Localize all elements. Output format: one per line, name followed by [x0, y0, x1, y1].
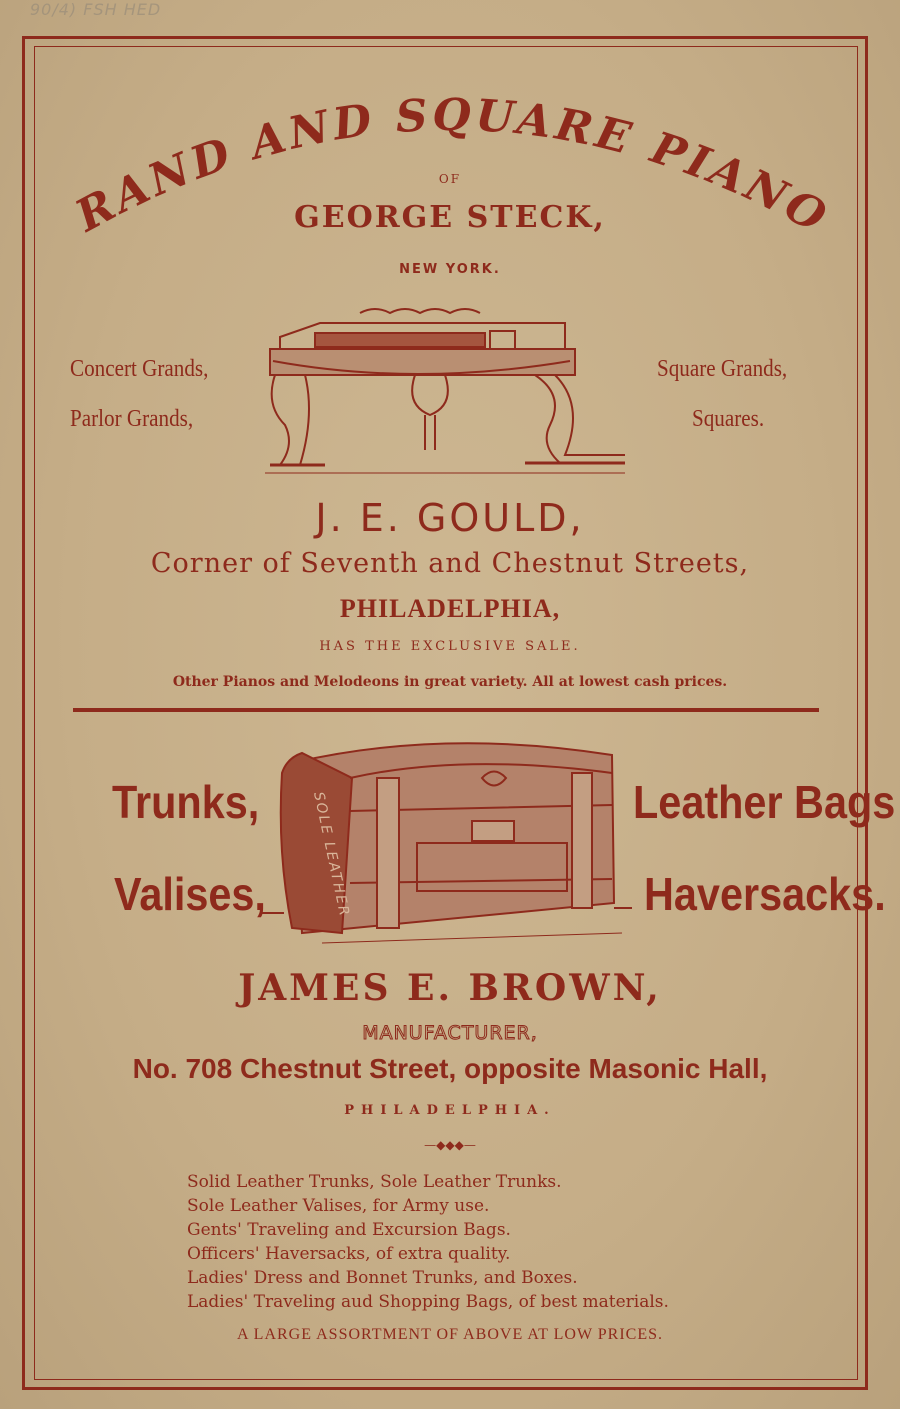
section-divider — [73, 708, 819, 712]
exclusive-sale-note: HAS THE EXCLUSIVE SALE. — [319, 639, 581, 654]
leather-bags-label-text: Leather Bags — [633, 776, 896, 828]
of-label: OF — [438, 172, 462, 186]
trunks-label — [112, 775, 259, 829]
ornament-divider: —◆◆◆— — [424, 1138, 476, 1152]
closing-line: A LARGE ASSORTMENT OF ABOVE AT LOW PRICES. — [237, 1326, 663, 1343]
trunks-label-text: Trunks, — [112, 776, 260, 828]
valises-label — [114, 867, 266, 921]
haversacks-label-text: Haversacks. — [644, 868, 886, 920]
product-item: Ladies' Dress and Bonnet Trunks, and Boxes. — [187, 1268, 578, 1288]
product-item: Solid Leather Trunks, Sole Leather Trunks. — [187, 1172, 562, 1192]
dealer-city: PHILADELPHIA, — [339, 594, 561, 623]
product-item: Ladies' Traveling aud Shopping Bags, of best materials. — [187, 1292, 669, 1312]
product-list — [187, 1170, 669, 1314]
manufacturer-name: JAMES E. BROWN, — [238, 967, 662, 1009]
piano-type-square: Squares. — [692, 406, 765, 432]
trunk-illustration — [262, 733, 634, 948]
haversacks-label — [644, 867, 886, 921]
arched-title-svg — [60, 55, 840, 275]
dealer-address: Corner of Seventh and Chestnut Streets, — [150, 548, 750, 579]
maker-name: GEORGE STECK, — [294, 200, 606, 235]
product-item: Officers' Haversacks, of extra quality. — [187, 1244, 511, 1264]
piano-illustration — [265, 305, 630, 480]
maker-city: NEW YORK. — [399, 262, 501, 277]
trunk-side-text: SOLE LEATHER — [310, 790, 353, 919]
arched-title-text: RAND AND SQUARE PIANO — [67, 89, 838, 245]
manufacturer-address: No. 708 Chestnut Street, opposite Masonic Hall, — [132, 1053, 768, 1084]
piano-type-square-grand: Square Grands, — [657, 356, 788, 382]
manufacturer-title: MANUFACTURER, — [362, 1022, 538, 1044]
piano-type-parlor: Parlor Grands, — [70, 406, 194, 432]
arched-title — [60, 55, 840, 275]
other-pianos-note: Other Pianos and Melodeons in great variety. All at lowest cash prices. — [172, 674, 728, 690]
manufacturer-city: PHILADELPHIA. — [344, 1103, 556, 1118]
dealer-name: J. E. GOULD, — [315, 496, 585, 540]
leather-bags-label — [633, 775, 895, 829]
piano-type-concert: Concert Grands, — [70, 356, 209, 382]
pencil-note: 90/4) FSH HED — [30, 0, 162, 19]
valises-label-text: Valises, — [114, 868, 266, 920]
product-item: Gents' Traveling and Excursion Bags. — [187, 1220, 511, 1240]
product-item: Sole Leather Valises, for Army use. — [187, 1196, 490, 1216]
